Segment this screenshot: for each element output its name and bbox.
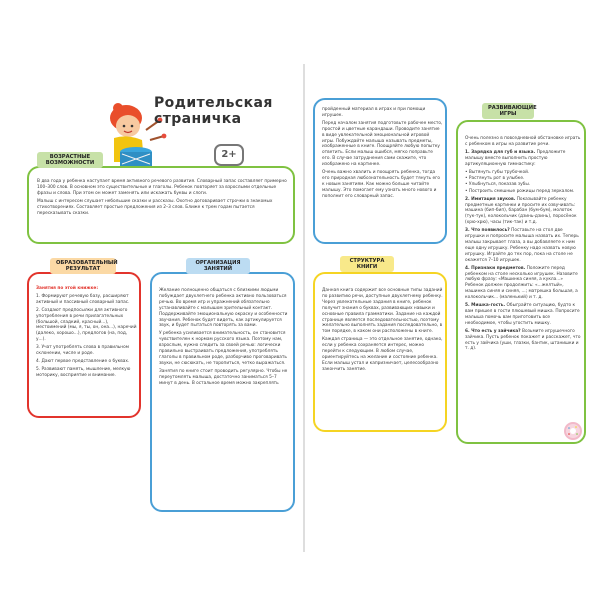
age-paragraph-2: Малыш с интересом слушает небольшие сказки и рассказы. Охотно договаривает строчки в знакомых стихотворениях. Составляет простые предложения из 2–3 слов. Ближе к трем годам пытается пересказывать сказки. (37, 198, 273, 216)
game-6-title: 6. Что есть у зайчика? (465, 328, 521, 334)
page-title (154, 95, 274, 127)
continue-card (313, 98, 447, 244)
organization-paragraph-3: Занятия по книге стоит проводить регулярно. Чтобы не переутомлять малыша, достаточно заниматься 5–7 минут в день. В остальное время можно закреплять (159, 368, 288, 386)
book-structure-card (313, 272, 447, 432)
game-6-text: Возьмите игрушечного зайчика. Пусть ребенок покажет и расскажет, что есть у зайчика (уши, глазки, бантик, штанишки и т. д). (465, 328, 581, 352)
result-item-2: 2. Создают предпосылки для активного употребления в речи прилагательных (большой, сладкий, красный...), местоимений (мы, я, ты, он, она...), наречий (далеко, хорошо...), предлогов (на, под, у...). (36, 307, 137, 343)
age-badge: 2+ (214, 144, 244, 166)
structure-paragraph-1: Данная книга содержит все основные типы заданий по развитию речи, доступные двухлетнему ребенку. Через увлекательные задания в книге, ребенок получит знания о буквах, развивающих навыки и основные правила грамматики. Задание на каждой странице является последовательностью, поэтому желательно выполнять задания последовательно, в том порядке, в каком они расположены в книге. (322, 288, 443, 335)
organization-card (150, 272, 295, 512)
game-2-title: 2. Имитация звуков. (465, 196, 516, 202)
donut-icon (563, 421, 583, 441)
game-4-text: Положите перед ребенком на столе несколько игрушек. Назовите любую фразу: «Машинка синяя, а кукла...» Ребенок должен продолжить: «...желтый», машинка синяя и синяя, ...; матрешка большая, а колокольчик... (маленький) и т. д. (465, 265, 578, 301)
game-4-title: 4. Признаки предметов. (465, 265, 526, 271)
organization-tag: ОРГАНИЗАЦИЯ ЗАНЯТИЙ (186, 258, 250, 274)
result-item-3: 3. Учат употреблять слова в правильном склонении, числе и роде. (36, 345, 129, 357)
game-3-text: Поставьте на стол две игрушки и попросите малыша назвать их. Теперь малыш закрывает глаза, а вы добавляете к ним еще одну игрушку. Ребенку надо назвать новую игрушку. Играйте до тех пор, пока на столе не окажется 7–10 игрушек. (465, 228, 579, 263)
continue-paragraph-3: Очень важно хвалить и поощрять ребенка, тогда его природная любознательность будет тянуть его к новым занятиям. Как можно больше читайте малышу. Это помогает ему узнать много нового и пополнит его словарный запас. (322, 170, 440, 199)
age-possibilities-tag: ВОЗРАСТНЫЕ ВОЗМОЖНОСТИ (37, 152, 103, 168)
book-fold (303, 64, 305, 552)
result-item-4: 4. Дают первое представление о буквах. (36, 358, 130, 364)
educational-result-tag: ОБРАЗОВАТЕЛЬНЫЙ РЕЗУЛЬТАТ (50, 258, 116, 274)
game-5-title: 5. Мишка-гость. (465, 303, 506, 309)
game-5-text: Обыграйте ситуацию, будто к вам пришел в гости плюшевый мишка. Попросите малыша помочь вам приготовить все необходимое, чтобы угостить мишку. (465, 303, 580, 326)
developing-games-card (456, 120, 586, 444)
title-line-1: Родительская (154, 95, 273, 111)
result-item-1: 1. Формируют речевую базу, расширяют активный и пассивный словарный запас. (36, 293, 130, 305)
age-possibilities-card (27, 166, 295, 244)
continue-paragraph-2: Перед началом занятия подготовьте рабочее место, простой и цветные карандаши. Проводите занятие в виде увлекательной эмоциональной игровой игры. Побуждайте малыша называть предметы, изображенные в книге. Поощряйте любую попытку ответить. Если малыш ошибся, мягко поправьте его. В случае затруднения сами скажите, что изображено на картинке. (322, 120, 443, 168)
age-paragraph-1: В два года у ребенка наступает время активного речевого развития. Словарный запас составляет примерно 100–300 слов. В основном это существительные и глаголы. Ребенок повторяет за взрослыми отдельные фразы и слова. При этом он может заменять или искажать буквы и слоги. (37, 179, 287, 196)
continue-paragraph-1: пройденный материал в играх и при помощи игрушек. (322, 107, 426, 118)
structure-paragraph-2: Каждая страница — это отдельное занятие, однако, если у ребенка сохраняется интерес, можно перейти к следующим. В любом случае, ориентируйтесь на желание и состояние ребенка. Если малыш устал и капризничает, целесообразно закончить занятие. (322, 337, 443, 372)
result-item-5: 5. Развивают память, мышление, мелкую моторику, восприятие и внимание. (36, 366, 131, 378)
developing-games-tag: РАЗВИВАЮЩИЕ ИГРЫ (482, 103, 534, 119)
games-intro: Очень полезно в повседневной обстановке играть с ребенком в игры на развитие речи. (465, 136, 581, 147)
organization-paragraph-2: У ребенка усиливается внимательность, он становится чувствителен к нормам русского языка. Поэтому нам, взрослым, нужно следить за своей речью: логически правильно выстраивать предложения, употреблять глаголы в правильном роде, разборчиво проговаривать звуки, не сюсюкать, не торопиться, четко выражаться. (159, 331, 287, 366)
game-1-item-2: • Растянуть рот в улыбке. (465, 175, 525, 181)
result-heading: Занятия по этой книжке: (36, 286, 99, 291)
game-1-item-1: • Вытянуть губы трубочкой. (465, 169, 530, 175)
organization-paragraph-1: Желание полноценно общаться с близкими людьми побуждает двухлетнего ребенка активно пользоваться речью. Во время игр и упражнений обязательно устанавливайте с малышом зрительный контакт. Поддерживайте эмоциональную окраску и особенности звучания. Ребенок будет видеть, как артикулируется звук, и будет пытаться повторять за вами. (159, 288, 288, 329)
game-2-text: Показывайте ребенку предметные картинки и просите их озвучивать: машина (бип-бип), барабан (бум-бум), молоток (тук-тук), колокольчик (дзинь-дзинь), поросёнок (хрю-хрю), часы (тик-так) и т.д. (465, 196, 577, 226)
game-1-text: Предложите малышу вместе выполнить простую артикуляционную гимнастику: (465, 149, 566, 167)
book-structure-tag: СТРУКТУРА КНИГИ (340, 256, 394, 272)
game-1-item-3: • Улыбнуться, показав зубы. (465, 182, 531, 188)
title-line-2: страничка (154, 111, 242, 127)
game-3-title: 3. Что появилось? (465, 228, 510, 234)
educational-result-card (27, 272, 141, 418)
game-1-item-4: • Построить смешные рожицы перед зеркалом. (465, 188, 575, 194)
game-1-title: 1. Зарядка для губ и языка. (465, 149, 536, 155)
